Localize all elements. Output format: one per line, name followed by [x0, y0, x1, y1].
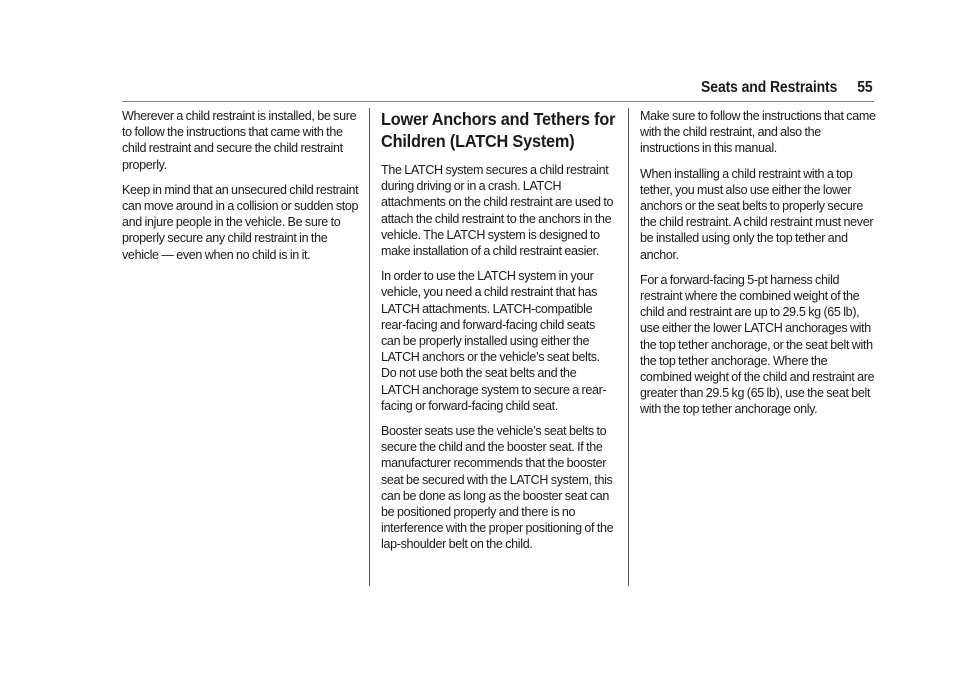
- running-header: [701, 79, 873, 97]
- text-column-right: [640, 108, 876, 427]
- column-divider: [628, 108, 629, 586]
- text-column-middle: [381, 108, 617, 562]
- paragraph: Keep in mind that an unsecured child restraint can move around in a collision or sudden stop and injure people in the vehicle. Be sure to properly secure any child restraint in the vehicle — even when no child is in it.: [122, 181, 359, 262]
- paragraph: Booster seats use the vehicle’s seat belts to secure the child and the booster seat. If the manufacturer recommends that the booster seat be secured with the LATCH system, this can be done as long as the booster seat can be positioned properly and there is no interference with the proper positioning of the lap-shoulder belt on the child.: [381, 423, 614, 552]
- paragraph: Wherever a child restraint is installed, be sure to follow the instructions that came with the child restraint and secure the child restraint properly.: [122, 108, 357, 172]
- paragraph: For a forward-facing 5-pt harness child restraint where the combined weight of the child and restraint are up to 29.5 kg (65 lb), use either the lower LATCH anchorages with the top tether anchorage, or the seat belt with the top tether anchorage. Where the combined weight of the child and restraint are greater than 29.5 kg (65 lb), use the seat belt with the top tether anchorage only.: [640, 271, 875, 417]
- header-divider: [122, 101, 874, 102]
- column-divider: [369, 108, 370, 586]
- page-number: 55: [857, 79, 873, 96]
- paragraph: The LATCH system secures a child restraint during driving or in a crash. LATCH attachments on the child restraint are used to attach the child restraint to the anchors in the vehicle. The LATCH system is designed to make installation of a child restraint easier.: [381, 162, 614, 259]
- section-title: Seats and Restraints: [701, 79, 838, 96]
- paragraph: Make sure to follow the instructions that came with the child restraint, and also the instructions in this manual.: [640, 108, 876, 156]
- section-heading: Lower Anchors and Tethers for Children (LATCH System): [381, 109, 616, 151]
- paragraph: When installing a child restraint with a top tether, you must also use either the lower anchors or the seat belts to properly secure the child restraint. A child restraint must never be installed using only the top tether and anchor.: [640, 165, 874, 262]
- text-column-left: [122, 108, 362, 272]
- paragraph: In order to use the LATCH system in your vehicle, you need a child restraint that has LATCH attachments. LATCH-compatible rear-facing and forward-facing child seats can be properly installed using either the LATCH anchors or the vehicle’s seat belts. Do not use both the seat belts and the LATCH anchorage system to secure a rear-facing or forward-facing child seat.: [381, 268, 607, 413]
